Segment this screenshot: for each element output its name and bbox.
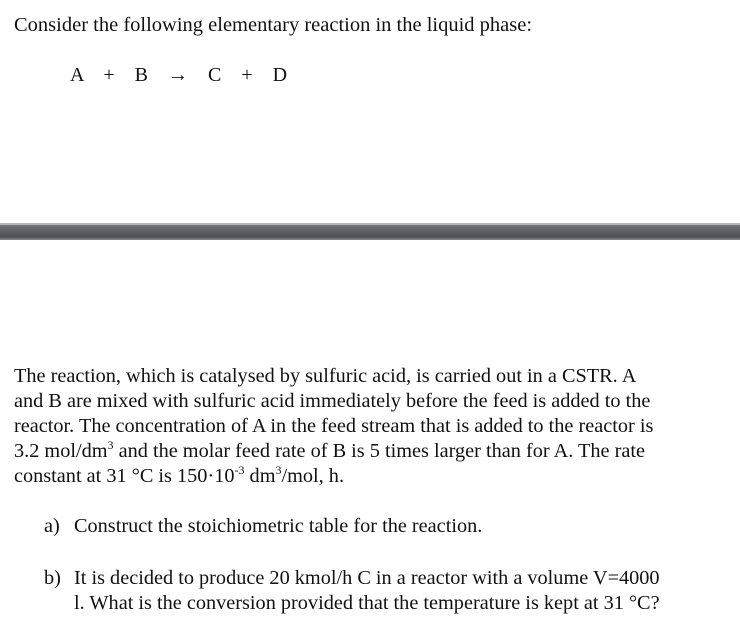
question-text: It is decided to produce 20 kmol/h C in a reactor with a volume V=4000 xyxy=(74,567,660,589)
species-d: D xyxy=(272,64,288,86)
question-text: l. What is the conversion provided that the temperature is kept at 31 °C? xyxy=(74,592,660,614)
intro-text: Consider the following elementary reaction in the liquid phase: xyxy=(14,14,533,36)
paragraph-line xyxy=(14,439,726,464)
unit-text: dm xyxy=(244,465,276,487)
question-label: b) xyxy=(44,567,61,589)
unit-text: /mol, h. xyxy=(281,465,345,487)
problem-paragraph xyxy=(14,364,726,489)
species-c: C xyxy=(207,64,222,86)
reaction-equation xyxy=(70,62,287,88)
question-a xyxy=(44,514,482,539)
concentration-text: 3.2 mol/dm xyxy=(14,440,108,462)
question-b xyxy=(44,566,660,616)
rate-constant-text: constant at 31 °C is 150·10 xyxy=(14,465,235,487)
question-label: a) xyxy=(44,515,60,537)
plus-sign: + xyxy=(103,64,115,86)
feed-rate-text: and the molar feed rate of B is 5 times larger than for A. The rate xyxy=(113,440,645,462)
species-b: B xyxy=(134,64,148,86)
paragraph-line xyxy=(14,464,726,489)
paragraph-line: and B are mixed with sulfuric acid immediately before the feed is added to the xyxy=(14,390,651,412)
section-divider xyxy=(0,223,740,240)
plus-sign: + xyxy=(241,64,253,86)
superscript: 3 xyxy=(275,463,282,477)
superscript: 3 xyxy=(107,438,114,452)
superscript: -3 xyxy=(234,463,245,477)
species-a: A xyxy=(70,64,84,86)
question-text: Construct the stoichiometric table for the reaction. xyxy=(74,515,483,537)
reaction-arrow-icon: → xyxy=(167,64,188,86)
paragraph-line: reactor. The concentration of A in the feed stream that is added to the reactor is xyxy=(14,415,654,437)
paragraph-line: The reaction, which is catalysed by sulfuric acid, is carried out in a CSTR. A xyxy=(14,365,637,387)
